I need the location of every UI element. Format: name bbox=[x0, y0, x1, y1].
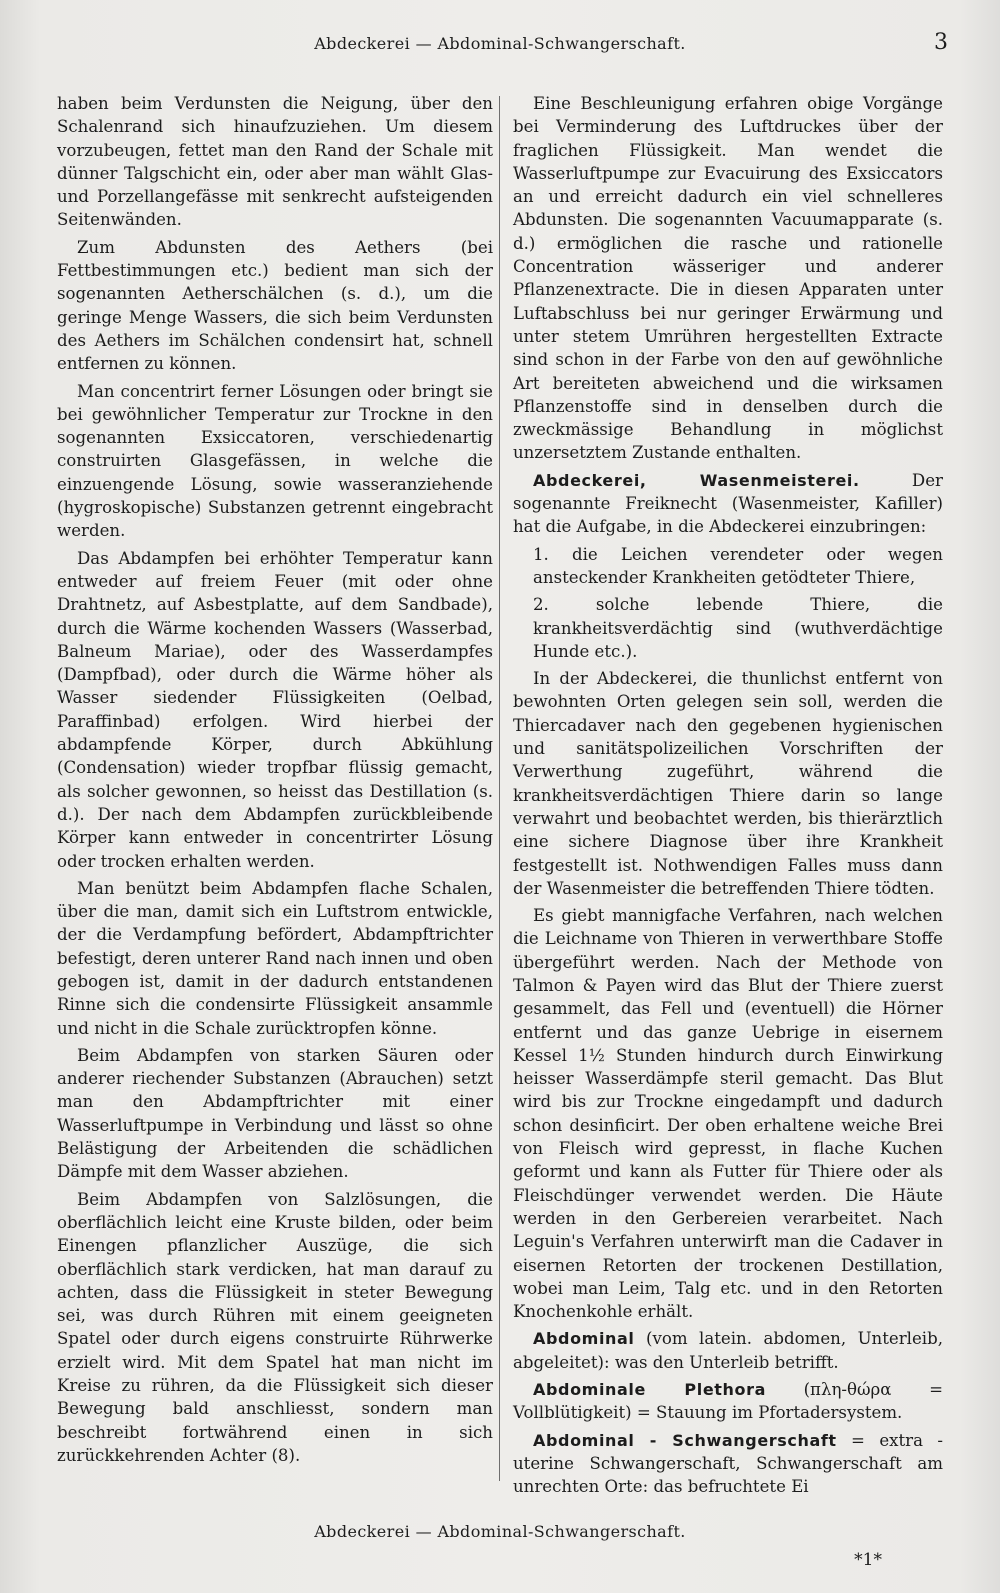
entry-abdominal bbox=[513, 1327, 943, 1374]
entry-text: Der sogenannte Freiknecht (Wasenmeister, Kafiller) hat die Aufgabe, in die Abdeckerei einzubringen: bbox=[513, 470, 943, 537]
page-number: 3 bbox=[934, 30, 948, 55]
running-header: Abdeckerei — Abdominal-Schwangerschaft. bbox=[314, 34, 686, 53]
paragraph: Zum Abdunsten des Aethers (bei Fettbestimmungen etc.) bedient man sich der sogenannten Aetherschälchen (s. d.), um die geringe Menge Wassers, die sich beim Verdunsten des Aethers im Schälchen condensirt hat, schnell entfernen zu können. bbox=[57, 237, 493, 374]
headword: Abdominale Plethora bbox=[533, 1380, 767, 1400]
paragraph: Man concentrirt ferner Lösungen oder bringt sie bei gewöhnlicher Temperatur zur Trockne in den sogenannten Exsiccatoren, verschiedenartig construirten Glasgefässen, in welche die einzuengende Lösung, sowie wasseranziehende (hygroskopische) Substanzen getrennt eingebracht werden. bbox=[57, 381, 493, 541]
paragraph: Das Abdampfen bei erhöhter Temperatur kann entweder auf freiem Feuer (mit oder ohne Drahtnetz, auf Asbestplatte, auf dem Sandbade), durch die Wärme kochenden Wassers (Wasserbad, Balneum Mariae), oder des Wasserdampfes (Dampfbad), oder durch die Wärme höher als Wasser siedender Flüssigkeiten (Oelbad, Paraffinbad) erfolgen. Wird hierbei der abdampfende Körper, durch Abkühlung (Condensation) wieder tropfbar flüssig gemacht, als solcher gewonnen, so heisst das Destillation (s. d.). Der nach dem Abdampfen zurückbleibende Körper kann entweder in concentrirter Lösung oder trocken erhalten werden. bbox=[57, 548, 493, 871]
left-column bbox=[57, 92, 493, 1471]
paragraph: In der Abdeckerei, die thunlichst entfernt von bewohnten Orten gelegen sein soll, werden die Thiercadaver nach den gegebenen hygienischen und sanitätspolizeilichen Vorschriften der Verwerthung zugeführt, während die krankheitsverdächtigen Thiere darin so lange verwahrt und beobachtet werden, bis thierärztlich eine sichere Diagnose über ihre Krankheit festgestellt ist. Nothwendigen Falles muss dann der Wasenmeister die betreffenden Thiere tödten. bbox=[513, 669, 943, 898]
paragraph: Eine Beschleunigung erfahren obige Vorgänge bei Verminderung des Luftdruckes über der fraglichen Flüssigkeit. Man wendet die Wasserluftpumpe zur Evacuirung des Exsiccators an und erreicht dadurch ein viel schnelleres Abdunsten. Die sogenannten Vacuumapparate (s. d.) ermöglichen die rasche und rationelle Concentration wässeriger und anderer Pflanzenextracte. Die in diesen Apparaten unter Luftabschluss bei nur geringer Erwärmung und unter stetem Umrühren hergestellten Extracte sind schon in der Farbe von den auf gewöhnliche Art bereiteten abweichend und die wirksamen Pflanzenstoffe sind in denselben durch die zweckmässige Behandlung in möglichst unzersetztem Zustande enthalten. bbox=[513, 94, 943, 463]
right-column bbox=[513, 92, 943, 1503]
entry-abdominal-schwangerschaft bbox=[513, 1429, 943, 1499]
paragraph: haben beim Verdunsten die Neigung, über den Schalenrand sich hinaufzuziehen. Um diesem vorzubeugen, fettet man den Rand der Schale mit dünner Talgschicht ein, oder aber man wählt Glas- und Porzellangefässe mit senkrecht aufsteigenden Seitenwänden. bbox=[57, 94, 493, 230]
paragraph: Beim Abdampfen von starken Säuren oder anderer riechender Substanzen (Abrauchen) setzt man den Abdampftrichter mit einer Wasserluftpumpe in Verbindung und lässt so ohne Belästigung der Arbeitenden die schädlichen Dämpfe mit dem Wasser abziehen. bbox=[57, 1045, 493, 1182]
paragraph: Es giebt mannigfache Verfahren, nach welchen die Leichname von Thieren in verwerthbare Stoffe übergeführt werden. Nach der Methode von Talmon & Payen wird das Blut der Thiere zuerst gesammelt, das Fell und (eventuell) die Hörner entfernt und das ganze Uebrige in eisernem Kessel 1½ Stunden hindurch durch Einwirkung heisser Wasserdämpfe steril gemacht. Das Blut wird bis zur Trockne eingedampft und dadurch schon desinficirt. Der oben erhaltene weiche Brei von Fleisch wird gepresst, in flache Kuchen geformt und kann als Futter für Thiere oder als Fleischdünger verwendet werden. Die Häute werden in den Gerbereien verarbeitet. Nach Leguin's Verfahren unterwirft man die Cadaver in eisernen Retorten der trockenen Destillation, wobei man Leim, Talg etc. und in den Retorten Knochenkohle erhält. bbox=[513, 906, 943, 1322]
entry-text: (vom latein. abdomen, Unterleib, abgeleitet): was den Unterleib betrifft. bbox=[513, 1329, 943, 1372]
entry-abdominale-plethora bbox=[513, 1378, 943, 1425]
entry-text: (πλη-θώρα = Vollblütigkeit) = Stauung im Pfortadersystem. bbox=[513, 1380, 943, 1423]
list-item: 2. solche lebende Thiere, die krankheitsverdächtig sind (wuthverdächtige Hunde etc.). bbox=[533, 595, 943, 661]
headword: Abdominal - Schwangerschaft bbox=[533, 1430, 837, 1450]
list-item: 1. die Leichen verendeter oder wegen ansteckender Krankheiten getödteter Thiere, bbox=[533, 544, 943, 587]
paragraph: Beim Abdampfen von Salzlösungen, die oberflächlich leicht eine Kruste bilden, oder beim Einengen pflanzlicher Auszüge, die sich oberflächlich stark verdicken, hat man darauf zu achten, dass die Flüssigkeit in steter Bewegung sei, was durch Rühren mit einem geeigneten Spatel oder durch eigens construirte Rührwerke erzielt wird. Mit dem Spatel hat man nicht im Kreise zu rühren, da die Flüssigkeit sich dieser Bewegung bald anschliesst, sondern man beschreibt fortwährend einen in sich zurückkehrenden Achter (8). bbox=[57, 1189, 493, 1465]
entry-text: = extra - uterine Schwangerschaft, Schwangerschaft am unrechten Orte: das befruchtete Ei bbox=[513, 1430, 943, 1497]
headword: Abdominal bbox=[533, 1329, 635, 1349]
paragraph: Man benützt beim Abdampfen flache Schalen, über die man, damit sich ein Luftstrom entwickle, der die Verdampfung befördert, Abdampftrichter befestigt, deren unterer Rand nach innen und oben gebogen ist, damit in der dadurch entstandenen Rinne sich die condensirte Flüssigkeit ansammle und nicht in die Schale zurücktropfen könne. bbox=[57, 878, 493, 1038]
column-divider bbox=[499, 96, 500, 1481]
running-footer: Abdeckerei — Abdominal-Schwangerschaft. bbox=[314, 1522, 686, 1541]
printer-signature: *1* bbox=[854, 1550, 882, 1570]
entry-abdeckerei bbox=[513, 469, 943, 539]
headword: Abdeckerei, Wasenmeisterei. bbox=[533, 470, 860, 490]
